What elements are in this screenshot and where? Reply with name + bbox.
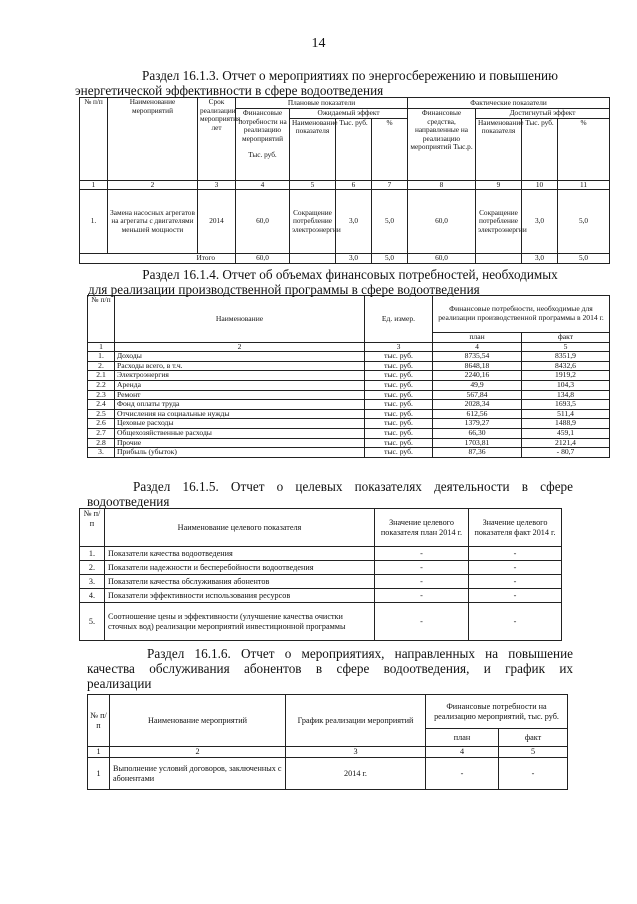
section-16-1-6-heading-line3: реализации [87,676,152,691]
col-header-num: № п/п [88,296,115,343]
section-16-1-3-heading-line1: Раздел 16.1.3. Отчет о мероприятиях по энергосбережению и повышению [142,68,558,83]
row-unit: тыс. руб. [365,380,433,390]
table-row [88,400,610,410]
row-plan: 2028,34 [433,400,522,410]
row-plan: - [375,561,469,575]
row-term: 2014 [198,190,236,254]
row-num: 2. [88,361,115,371]
row-plan: 1703,81 [433,438,522,448]
total-ach-rub: 3,0 [522,254,558,264]
col-header-num: № п/п [80,509,105,547]
colnum: 3 [198,180,236,190]
table-row [88,428,610,438]
total-blank [290,254,336,264]
total-fin-fact: 60,0 [408,254,476,264]
col-header-fact: Значение целевого показателя факт 2014 г. [469,509,562,547]
table-row [88,419,610,429]
table-row [80,575,562,589]
row-name: Электроэнергия [115,371,365,381]
row-name: Соотношение цены и эффективности (улучшение качества очистки сточных вод) реализации мероприятий инвестиционной программы [105,603,375,641]
row-fact: - [469,589,562,603]
total-ach-pct: 5,0 [558,254,610,264]
colnum: 5 [522,342,610,352]
col-header-term: Срок реализации мероприятия, лет [198,98,236,181]
col-header-ach-pct: % [558,118,610,180]
row-num: 1. [88,352,115,362]
colnum: 3 [365,342,433,352]
row-num: 1. [80,547,105,561]
row-name: Отчисления на социальные нужды [115,409,365,419]
row-plan: 8735,54 [433,352,522,362]
row-num: 2.3 [88,390,115,400]
colnum: 1 [88,747,110,758]
row-plan: 567,84 [433,390,522,400]
row-schedule: 2014 г. [286,758,426,790]
col-header-plan: Плановые показатели [236,98,408,109]
row-name: Ремонт [115,390,365,400]
colnum: 3 [286,747,426,758]
row-fact: - [469,561,562,575]
row-name: Доходы [115,352,365,362]
row-fact: - [499,758,568,790]
col-header-name: Наименование мероприятий [108,98,198,181]
row-name: Замена насосных агрегатов на агрегаты с двигателями меньшей мощности [108,190,198,254]
row-num: 4. [80,589,105,603]
row-fact: 459,1 [522,428,610,438]
col-header-plan: план [433,333,522,343]
col-header-num: № п/п [80,98,108,181]
total-label: Итого [80,254,236,264]
row-ach-rub: 3,0 [522,190,558,254]
colnum: 2 [110,747,286,758]
row-num: 2.2 [88,380,115,390]
col-header-fin-spent: Финансовые средства, направленные на реализацию мероприятий Тыс.р. [408,109,476,181]
col-header-eff-rub: Тыс. руб. [336,118,372,180]
total-eff-rub: 3,0 [336,254,372,264]
row-unit: тыс. руб. [365,438,433,448]
section-16-1-6-heading-line1: Раздел 16.1.6. Отчет о мероприятиях, направленных на повышение [147,646,573,661]
col-header-ach-name: Наименование показателя [476,118,522,180]
row-unit: тыс. руб. [365,352,433,362]
row-fact: 104,3 [522,380,610,390]
row-fact: 1919,2 [522,371,610,381]
row-name: Показатели эффективности использования ресурсов [105,589,375,603]
row-plan: 87,36 [433,448,522,458]
table-row [80,603,562,641]
colnum: 5 [290,180,336,190]
colnum: 1 [88,342,115,352]
table-row [80,561,562,575]
page-number: 14 [311,36,326,51]
row-eff-rub: 3,0 [336,190,372,254]
financial-needs-table [87,295,610,458]
colnum: 4 [236,180,290,190]
row-unit: тыс. руб. [365,409,433,419]
table-row [88,352,610,362]
colnum: 7 [372,180,408,190]
row-eff-name: Сокращение потребление электроэнергии [290,190,336,254]
colnum: 4 [433,342,522,352]
row-unit: тыс. руб. [365,371,433,381]
row-unit: тыс. руб. [365,361,433,371]
colnum: 10 [522,180,558,190]
section-16-1-4-heading-line2: для реализации производственной программы в сфере водоотведения [88,282,480,297]
col-header-name: Наименование мероприятий [110,695,286,747]
row-plan: 8648,18 [433,361,522,371]
col-header-expected: Ожидаемый эффект [290,109,408,119]
table-row [80,547,562,561]
row-plan: 2240,16 [433,371,522,381]
colnum: 5 [499,747,568,758]
row-fact: - [469,547,562,561]
section-16-1-5-heading-line1: Раздел 16.1.5. Отчет о целевых показателях деятельности в сфере [133,479,573,494]
row-num: 2.7 [88,428,115,438]
colnum: 8 [408,180,476,190]
row-num: 1. [80,190,108,254]
col-header-num: № п/п [88,695,110,747]
col-header-ach-rub: Тыс. руб. [522,118,558,180]
colnum: 2 [108,180,198,190]
row-plan: 1379,27 [433,419,522,429]
row-unit: тыс. руб. [365,448,433,458]
row-fact: 8432,6 [522,361,610,371]
col-header-schedule: График реализации мероприятий [286,695,426,747]
row-name: Фонд оплаты труда [115,400,365,410]
row-name: Показатели качества обслуживания абонентов [105,575,375,589]
table-row [80,190,610,254]
col-header-fact: факт [499,729,568,747]
energy-saving-table [79,97,610,264]
colnum: 9 [476,180,522,190]
row-unit: тыс. руб. [365,400,433,410]
target-indicators-table [79,508,562,641]
row-num: 2.5 [88,409,115,419]
row-name: Общехозяйственные расходы [115,428,365,438]
row-unit: тыс. руб. [365,390,433,400]
row-plan: - [375,603,469,641]
col-header-name: Наименование целевого показателя [105,509,375,547]
row-num: 2.1 [88,371,115,381]
row-plan: 66,30 [433,428,522,438]
row-num: 5. [80,603,105,641]
total-eff-pct: 5,0 [372,254,408,264]
row-num: 2. [80,561,105,575]
row-num: 2.4 [88,400,115,410]
row-ach-name: Сокращение потребление электроэнергии [476,190,522,254]
col-header-eff-name: Наименование показателя [290,118,336,180]
col-header-achieved: Достигнутый эффект [476,109,610,119]
row-name: Выполнение условий договоров, заключенных с абонентами [110,758,286,790]
section-16-1-3-heading-line2: энергетической эффективности в сфере водоотведения [75,83,384,98]
section-16-1-5-heading-line2: водоотведения [87,494,170,509]
colnum: 6 [336,180,372,190]
colnum: 1 [80,180,108,190]
section-16-1-4-heading-line1: Раздел 16.1.4. Отчет об объемах финансовых потребностей, необходимых [142,267,558,282]
row-name: Прибыль (убыток) [115,448,365,458]
table-row [88,380,610,390]
row-plan: - [375,575,469,589]
row-fact: - [469,575,562,589]
table-row [88,758,568,790]
row-name: Прочие [115,438,365,448]
row-name: Показатели качества водоотведения [105,547,375,561]
row-fact: 1488,9 [522,419,610,429]
col-header-eff-pct: % [372,118,408,180]
row-plan: - [426,758,499,790]
col-header-unit: Ед. измер. [365,296,433,343]
table-row [88,448,610,458]
col-header-plan: Значение целевого показателя план 2014 г. [375,509,469,547]
total-blank [476,254,522,264]
row-eff-pct: 5,0 [372,190,408,254]
fin-need-unit: Тыс. руб. [248,150,277,160]
service-quality-table [87,694,568,790]
colnum: 4 [426,747,499,758]
row-num: 1 [88,758,110,790]
row-unit: тыс. руб. [365,419,433,429]
col-header-fact: факт [522,333,610,343]
row-unit: тыс. руб. [365,428,433,438]
fin-need-text: Финансовые потребности на реализацию мероприятий [238,108,287,143]
row-fact: 1693,5 [522,400,610,410]
row-fact: 134,8 [522,390,610,400]
row-fin: 60,0 [236,190,290,254]
row-fact: 8351,9 [522,352,610,362]
row-plan: 49,9 [433,380,522,390]
row-ach-pct: 5,0 [558,190,610,254]
col-header-fact: Фактические показатели [408,98,610,109]
total-fin: 60,0 [236,254,290,264]
table-row [88,371,610,381]
row-name: Расходы всего, в т.ч. [115,361,365,371]
colnum: 11 [558,180,610,190]
row-num: 3. [80,575,105,589]
row-name: Показатели надежности и бесперебойности водоотведения [105,561,375,575]
row-num: 3. [88,448,115,458]
col-header-fin: Финансовые потребности на реализацию мероприятий, тыс. руб. [426,695,568,729]
row-num: 2.8 [88,438,115,448]
section-16-1-6-heading-line2: качества обслуживания абонентов в сфере водоотведения, и график их [87,661,573,676]
row-fact: 511,4 [522,409,610,419]
table-row [80,589,562,603]
col-header-name: Наименование [115,296,365,343]
row-fin-fact: 60,0 [408,190,476,254]
row-name: Аренда [115,380,365,390]
colnum: 2 [115,342,365,352]
row-plan: 612,56 [433,409,522,419]
row-plan: - [375,589,469,603]
row-fact: - [469,603,562,641]
col-header-fin-need [236,109,290,181]
row-plan: - [375,547,469,561]
col-header-plan: план [426,729,499,747]
row-fact: 2121,4 [522,438,610,448]
row-name: Цеховые расходы [115,419,365,429]
row-num: 2.6 [88,419,115,429]
row-fact: - 80,7 [522,448,610,458]
total-row [80,254,610,264]
col-header-fin: Финансовые потребности, необходимые для реализации производственной программы в 2014 г. [433,296,610,333]
